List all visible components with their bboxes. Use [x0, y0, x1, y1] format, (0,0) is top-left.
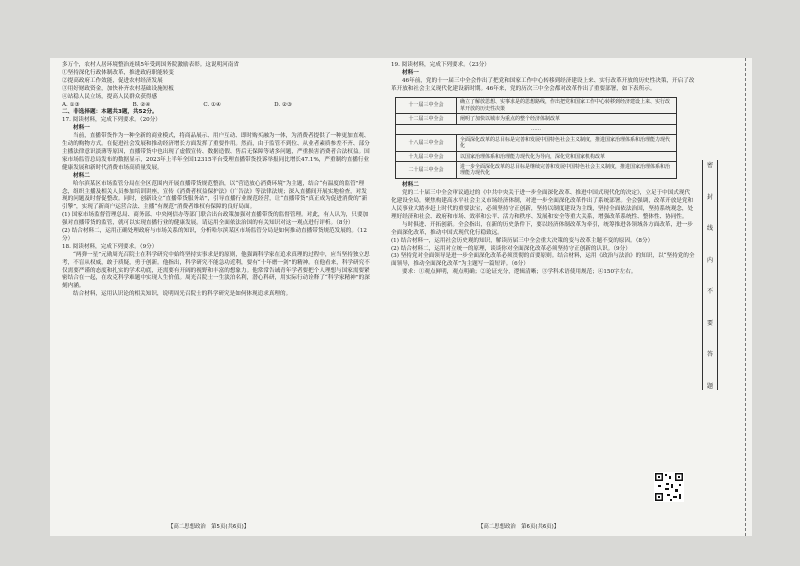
table-key: 十八届三中全会: [396, 135, 457, 152]
table-key: 二十届三中全会: [396, 162, 457, 179]
seal-char: 要: [706, 319, 713, 327]
table-value: 阐明了加快以城市为重点的整个经济体制改革: [457, 114, 677, 124]
material-2-text-b: 与时俱进、开拓创新。全会指出，在新的历史条件下，要以经济体制改革为牵引，统筹推进各领域各方面改革，进一步全面深化改革，推动中国式现代化行稳致远。: [391, 221, 693, 236]
table-key: 十二届三中全会: [396, 114, 457, 124]
option-b: B. ②④: [132, 101, 151, 108]
statement-2: ②提高政府工作效能，促进农村经济发展: [62, 77, 163, 84]
seal-char: 答: [706, 351, 713, 359]
material-1-label: 材料一: [402, 69, 419, 76]
answer-requirements: 要求：①观点鲜明，观点明确；②论证充分，逻辑清晰；③学科术语使用规范；④150字左右。: [402, 269, 637, 276]
question-19-title: 19. 阅读材料，完成下列要求。（23分）: [391, 62, 490, 68]
material-2-text: 哈尔滨某区市场监管分局在全区范围内开展直播带货规范整治，以“营造放心消费环境”为主题，结合“有温度的监管”理念，组织主播及相关人员参加培训讲座，宣传《消费者权益保护法》《广告法》等法律法规；深入直播间开展实地检查，对发现的问题及时督促整改。同时，创新设立“直播带货服务站”，引导直播行业规范经营，让“直播带货”真正成为促进消费的“新引擎”，实现了新商户运营合法、主播“有规范”消费者维权有保障的良好局面。: [62, 180, 368, 211]
seal-char: 内: [706, 256, 713, 264]
seal-char: 封: [706, 193, 713, 201]
option-c: C. ①④: [203, 101, 222, 108]
material-1-label: 材料一: [73, 125, 90, 132]
table-value: 以国家治理体系和治理能力现代化为导向，深化党和国家机构改革: [457, 152, 677, 162]
material-2-label: 材料二: [73, 172, 90, 179]
table-value: 全面深化改革的总目标是完善和发展中国特色社会主义制度，推进国家治理体系和治理能力现代化: [457, 135, 677, 152]
question-19-2: (2) 结合材料二，运用对立统一的原理，谈谈你对全面深化改革必须坚持守正创新的认识。（9分）: [391, 245, 631, 252]
option-d: D. ②③: [274, 101, 292, 108]
option-a: A. ①③: [62, 101, 80, 108]
material-2-text-a: 党的二十届三中全会审议通过的《中共中央关于进一步全面深化改革、推进中国式现代化的决定》，立足于中国式现代化建设全局，聚焦构建高水平社会主义市场经济体制，对进一步全面深化改革作出了系统部署。全会强调，改革开放是党和人民事业大踏步赶上时代的重要法宝，必须坚持守正创新，坚持以制度建设为主线，坚持全面依法治国，坚持系统观念，处理好经济和社会、政府和市场、效率和公平、活力和秩序、发展和安全等重大关系，增强改革系统性、整体性、协同性。: [391, 190, 694, 220]
material-1-text: 当前，直播带货作为一种全新的商业模式，将商品展示、用户互动、即时购买融为一体，为消费者提供了一种更加直观、生动的购物方式。在促进社会发展和推动经济增长方面发挥了重要作用。然而，由于监管不到位、从业者素质参差不齐、部分主播法律意识淡薄等原因，直播带货中也出现了虚假宣传、数据造假、售后无保障等诸多问题，严重损害消费者合法权益。国家市场监管总局发布的数据显示，2023年上半年全国12315平台受理直播带货投诉举报同比增长47.1%，严重制约直播行业健康发展和新时代消费市场高质量发展。: [62, 133, 370, 171]
page-footer-right: 【高二思想政治 第6页(共6页)】: [478, 524, 560, 530]
seal-char: 线: [706, 225, 713, 233]
material-2-label: 材料二: [402, 182, 419, 189]
right-page: [391, 62, 695, 277]
table-row: [396, 114, 677, 124]
question-17-1: (1) 国家市场监督管理总局、商务部、中央网信办等部门联合出台政策加强对直播带货的监督管理。对此，有人认为，只要加强对直播带货的监管，就可以实现直播行业的健康发展。请运用全面依法治国的有关知识对这一观点进行评析。（8分）: [62, 212, 369, 227]
question-19-3: (3) 坚持党对全面领导是进一步全面深化改革必须贯彻的首要原则。结合材料，运用《政治与法治》的知识，以“坚持党的全面领导，推动全面深化改革”为主题写一篇短评。（6分）: [391, 253, 695, 268]
page-footer-left: 【高二思想政治 第5页(共6页)】: [168, 524, 250, 530]
left-page: [62, 62, 370, 299]
statement-1: ①坚持深化行政体制改革，推进政府职能转变: [62, 69, 174, 76]
question-17-2: (2) 结合材料二，运用正确处理政府与市场关系的知识，分析哈尔滨某区市场监管分局是如何推动直播带货规范发展的。（12分）: [62, 228, 367, 242]
qr-code-icon: [654, 472, 684, 502]
seal-char: 题: [706, 382, 713, 390]
seal-line-notice: [702, 160, 718, 390]
material-1-text: 46年前，党的十一届三中全会作出了把党和国家工作中心转移到经济建设上来、实行改革开放的历史性决策，开启了改革开放和社会主义现代化建设新时期。46年来，党的历次三中全会都对改革作出了重要部署，如下表所示。: [391, 77, 695, 92]
table-ellipsis: ……: [396, 124, 677, 134]
table-key: 十一届三中全会: [396, 97, 457, 114]
question-18-text: “两弹一星”元勋周光召院士在科学研究中始终坚持实事求是的原则，他强调科学家在追求真理的过程中，应当坚持独立思考，不盲从权威，敢于质疑，勇于创新。他指出，科学研究不能急功近利，要有“十年磨一剑”的精神。在他看来，科学研究不仅需要严谨的态度和扎实的学术功底，还需要有开阔的视野和丰富的想象力。他常常告诫青年学者要把个人理想与国家需要紧密结合在一起，在攻克科学难题中实现人生价值。周光召院士一生淡泊名利，潜心科研，用实际行动诠释了“科学家精神”的深刻内涵。: [62, 251, 370, 290]
text-line: 多万个，农村人居环境整治连续5年受到国务院激励表彰。这说明河南省: [62, 62, 239, 68]
table-value: 确立了解放思想、实事求是的思想路线，作出把党和国家工作中心转移到经济建设上来、实行改革开放的历史性决策: [457, 97, 677, 114]
statement-3: ③用好财政资金，加快补齐农村基础设施短板: [62, 85, 174, 92]
section-heading: 二、非选择题：本题共3题，共52分。: [62, 109, 158, 116]
fold-line: [745, 58, 746, 536]
table-row: [396, 135, 677, 152]
statement-4: ④站稳人民立场，提高人民群众获得感: [62, 93, 158, 100]
table-row: [396, 124, 677, 134]
table-row: [396, 152, 677, 162]
table-value: 进一步全面深化改革的总目标是继续完善和发展中国特色社会主义制度，推进国家治理体系和治理能力现代化: [457, 162, 677, 179]
seal-char: 密: [706, 162, 713, 169]
question-17-title: 17. 阅读材料，完成下列要求。（20分）: [62, 117, 161, 124]
question-18-title: 18. 阅读材料，完成下列要求。（9分）: [62, 243, 158, 250]
seal-char: 不: [706, 288, 713, 296]
table-key: 十九届三中全会: [396, 152, 457, 162]
question-18-requirement: 结合材料，运用认识论的相关知识，说明周光召院士的科学研究是如何体现追求真理的。: [73, 291, 292, 298]
question-19-1: (1) 结合材料一，运用社会历史观的知识，解读历届三中全会重大决策的变与改革主题不变的原因。（8分）: [391, 237, 654, 244]
table-row: [396, 97, 677, 114]
plenum-table: [395, 97, 677, 180]
table-row: [396, 162, 677, 179]
